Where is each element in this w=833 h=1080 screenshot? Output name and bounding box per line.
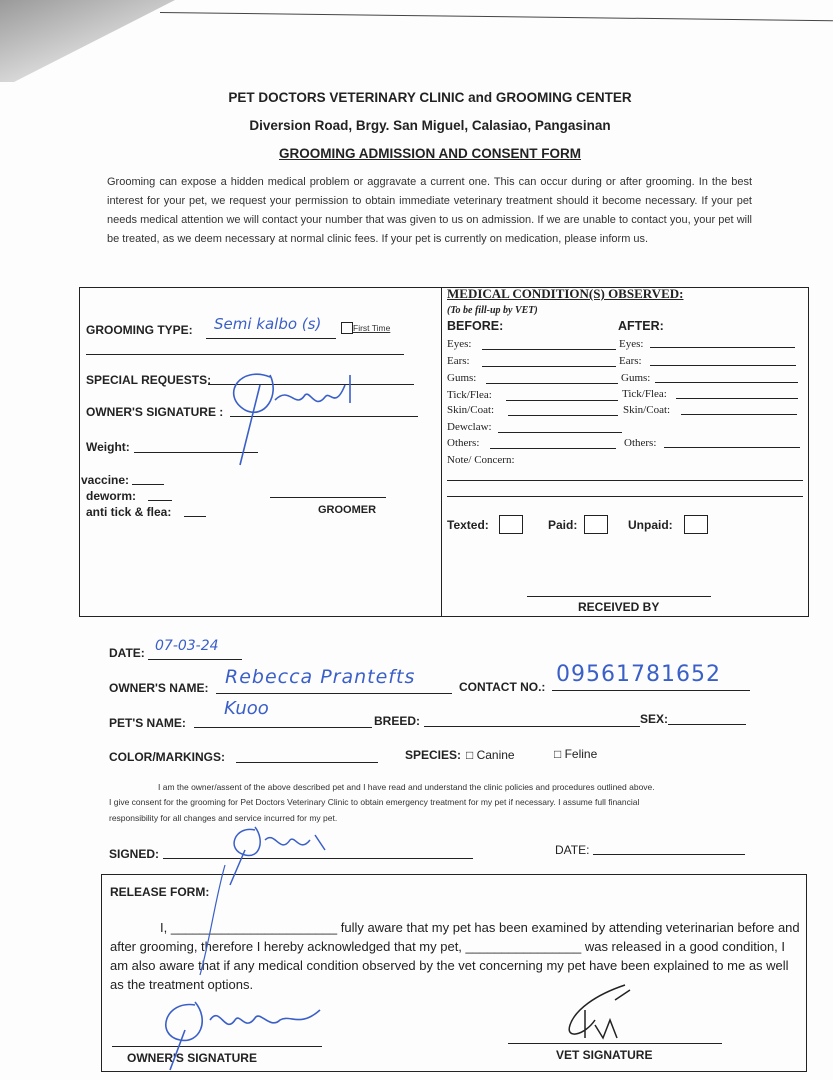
after-gums-label: Gums: — [621, 372, 651, 384]
pen-stroke-mark — [195, 860, 235, 980]
species-canine-option[interactable]: □ Canine — [466, 748, 515, 762]
texted-checkbox[interactable] — [499, 515, 523, 534]
owner-signature-scribble — [200, 355, 370, 475]
first-time-label: First Time — [353, 323, 391, 333]
sex-line[interactable] — [668, 724, 746, 725]
before-eyes-line[interactable] — [482, 349, 616, 350]
vet-signature-scribble — [555, 980, 645, 1050]
before-skin-line[interactable] — [508, 415, 618, 416]
deworm-line[interactable] — [148, 500, 172, 501]
date-line[interactable] — [148, 659, 242, 660]
folded-corner — [0, 0, 175, 82]
weight-label: Weight: — [86, 440, 130, 454]
release-title: RELEASE FORM: — [110, 885, 210, 899]
after-skin-line[interactable] — [681, 414, 797, 415]
after-eyes-line[interactable] — [650, 347, 795, 348]
after-tickflea-line[interactable] — [676, 398, 798, 399]
breed-line[interactable] — [424, 726, 640, 727]
top-edge-line — [160, 12, 833, 21]
date-value[interactable]: 07-03-24 — [155, 638, 219, 654]
signed-signature-scribble — [220, 815, 340, 895]
note-concern-label: Note/ Concern: — [447, 454, 515, 466]
before-label: BEFORE: — [447, 319, 504, 333]
form-title: GROOMING ADMISSION AND CONSENT FORM — [279, 146, 581, 161]
after-label: AFTER: — [618, 319, 664, 333]
after-others-label: Others: — [624, 437, 657, 449]
species-label: SPECIES: — [405, 748, 462, 762]
before-tickflea-line[interactable] — [506, 400, 618, 401]
unpaid-label: Unpaid: — [628, 518, 673, 532]
grooming-type-label: GROOMING TYPE: — [86, 323, 193, 337]
date-label: DATE: — [109, 646, 145, 660]
species-feline-option[interactable]: □ Feline — [554, 747, 598, 761]
after-ears-label: Ears: — [619, 355, 642, 367]
before-others-label: Others: — [447, 437, 480, 449]
vaccine-label: vaccine: — [81, 473, 130, 487]
anti-tick-label: anti tick & flea: — [86, 505, 172, 519]
before-gums-label: Gums: — [447, 372, 477, 384]
special-requests-label: SPECIAL REQUESTS: — [86, 373, 212, 387]
pet-name-value[interactable]: Kuoo — [224, 698, 269, 719]
owner-signature-label: OWNER'S SIGNATURE : — [86, 405, 224, 419]
consent-line-1: I am the owner/assent of the above described pet and I have read and understand the clinic policies and procedures outlined above. — [158, 782, 655, 792]
medical-subtitle: (To be fill-up by VET) — [447, 305, 538, 316]
before-ears-label: Ears: — [447, 355, 470, 367]
anti-tick-line[interactable] — [184, 516, 206, 517]
release-owner-signature-label: OWNER'S SIGNATURE — [127, 1051, 257, 1065]
intro-paragraph: Grooming can expose a hidden medical problem or aggravate a current one. This can occur during or after grooming. In the best interest for your pet, we request your permission to obtain immediate veterinary treatment should it become necessary. If your pet needs medical attention we will contact your number that was given to us on admission. If we are unable to contact you, your pet will be treated, as we deem necessary at normal clinic fees. If your pet is currently on medication, please inform us. — [107, 176, 752, 245]
consent-line-2: I give consent for the grooming for Pet Doctors Veterinary Clinic to obtain emergency treatment for my pet if necessary. I assume full financial — [109, 797, 640, 807]
before-skin-label: Skin/Coat: — [447, 404, 495, 416]
after-eyes-label: Eyes: — [619, 338, 644, 350]
before-dewclaw-line[interactable] — [498, 432, 622, 433]
after-gums-line[interactable] — [655, 382, 798, 383]
grooming-type-value[interactable]: Semi kalbo (s) — [214, 315, 322, 333]
consent-date-label: DATE: — [555, 843, 590, 857]
after-skin-label: Skin/Coat: — [623, 404, 671, 416]
note-line-1[interactable] — [447, 480, 803, 481]
paid-checkbox[interactable] — [584, 515, 608, 534]
before-gums-line[interactable] — [486, 383, 618, 384]
received-by-line[interactable] — [527, 596, 711, 597]
consent-date-line[interactable] — [593, 854, 745, 855]
contact-label: CONTACT NO.: — [459, 680, 546, 694]
paid-label: Paid: — [548, 518, 578, 532]
before-tickflea-label: Tick/Flea: — [447, 389, 492, 401]
groomer-label: GROOMER — [318, 504, 377, 516]
breed-label: BREED: — [374, 714, 421, 728]
clinic-name: PET DOCTORS VETERINARY CLINIC and GROOMING CENTER — [228, 90, 632, 105]
clinic-address: Diversion Road, Brgy. San Miguel, Calasiao, Pangasinan — [249, 118, 611, 133]
deworm-label: deworm: — [86, 489, 137, 503]
pet-name-label: PET'S NAME: — [109, 716, 186, 730]
owner-name-line[interactable] — [216, 693, 452, 694]
box-divider — [441, 287, 442, 617]
after-tickflea-label: Tick/Flea: — [622, 388, 667, 400]
unpaid-checkbox[interactable] — [684, 515, 708, 534]
received-by-label: RECEIVED BY — [578, 600, 660, 614]
before-eyes-label: Eyes: — [447, 338, 472, 350]
color-markings-line[interactable] — [236, 762, 378, 763]
vaccine-line[interactable] — [132, 484, 164, 485]
contact-value[interactable]: 09561781652 — [556, 662, 721, 687]
first-time-checkbox[interactable] — [341, 322, 353, 334]
consent-line-3: responsibility for all changes and service incurred for my pet. — [109, 813, 338, 823]
contact-line[interactable] — [552, 690, 750, 691]
signed-label: SIGNED: — [109, 847, 160, 861]
grooming-type-line — [206, 338, 336, 339]
texted-label: Texted: — [447, 518, 489, 532]
before-dewclaw-label: Dewclaw: — [447, 421, 492, 433]
color-markings-label: COLOR/MARKINGS: — [109, 750, 225, 764]
release-owner-signature-scribble — [150, 990, 340, 1075]
sex-label: SEX: — [640, 712, 669, 726]
after-others-line[interactable] — [664, 447, 800, 448]
medical-title: MEDICAL CONDITION(S) OBSERVED: — [447, 286, 684, 301]
after-ears-line[interactable] — [650, 365, 796, 366]
before-ears-line[interactable] — [482, 366, 616, 367]
before-others-line[interactable] — [490, 448, 616, 449]
release-paragraph: I, _______________________ fully aware that my pet has been examined by attending veterinarian before and after grooming, therefore I hereby acknowledged that my pet, ________________ was released in a good condition, I am also aware that if any medical condition observed by the vet concerning my pet have been explained to me as well as the treatment options. — [110, 920, 800, 992]
owner-name-label: OWNER'S NAME: — [109, 681, 209, 695]
pet-name-line[interactable] — [194, 727, 372, 728]
owner-name-value[interactable]: Rebecca Prantefts — [225, 666, 416, 688]
note-line-2[interactable] — [447, 496, 803, 497]
groomer-line[interactable] — [270, 497, 386, 498]
release-vet-signature-label: VET SIGNATURE — [556, 1048, 653, 1062]
